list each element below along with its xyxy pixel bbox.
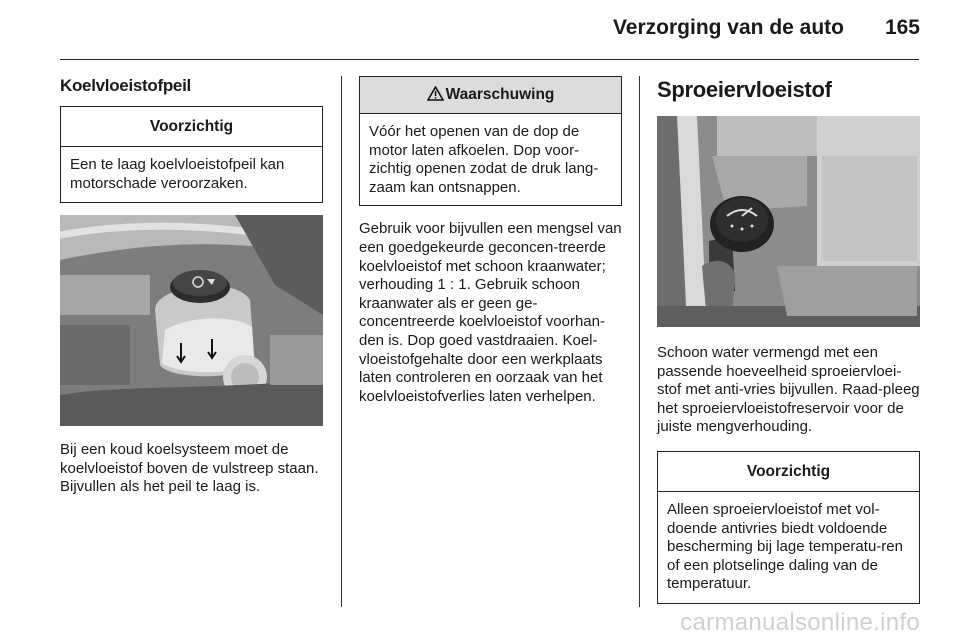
warning-box-heading-label: Waarschuwing	[445, 86, 555, 103]
page-number: 165	[884, 16, 920, 39]
section-title-washer: Sproeiervloeistof	[657, 77, 832, 102]
windscreen-washer-symbol-icon	[710, 196, 774, 252]
coolant-refill-paragraph: Gebruik voor bijvullen een mengsel van een goedgekeurde geconcen-treerde koelvloeistof met schoon kraanwater; verhouding 1 : 1. Gebruik schoon kraanwater als er geen ge-concentreerde koelvloeistof voorhan-den is. Dop goed vastdraaien. Koel-vloeistofgehalte door een werkplaats laten controleren en oorzaak van het koelvloeistofverlies laten verhelpen.	[359, 220, 622, 405]
column-coolant-warning	[359, 76, 622, 406]
column-divider-1	[341, 76, 342, 607]
coolant-level-paragraph: Bij een koud koelsysteem moet de koelvloeistof boven de vulstreep staan. Bijvullen als het peil te laag is.	[60, 441, 319, 496]
warning-box	[359, 76, 622, 206]
section-title-coolant: Koelvloeistofpeil	[60, 76, 191, 95]
column-washer-fluid	[657, 72, 920, 604]
washer-fluid-paragraph: Schoon water vermengd met een passende hoeveelheid sproeiervloei-stof met anti-vries bijvullen. Raad-pleeg het sproeiervloeistofreservoir voor de juiste mengverhouding.	[657, 344, 920, 436]
caution-box-washer	[657, 451, 920, 604]
caution-box-heading: Voorzichtig	[61, 107, 322, 147]
running-header-title: Verzorging van de auto	[612, 16, 844, 39]
header-rule	[60, 59, 919, 60]
caution-box-washer-text: Alleen sproeiervloeistof met vol-doende antivries biedt voldoende bescherming bij lage temperatu-ren of een plotselinge daling van de temperatuur.	[667, 500, 903, 593]
warning-triangle-icon	[427, 86, 444, 101]
caution-box-washer-heading: Voorzichtig	[658, 452, 919, 492]
warning-box-heading	[360, 77, 621, 114]
washer-reservoir-photo	[657, 116, 920, 327]
caution-box-text: Een te laag koelvloeistofpeil kan motorschade veroorzaken.	[70, 156, 285, 192]
coolant-reservoir-photo	[60, 215, 323, 426]
watermark-text: carmanualsonline.info	[680, 609, 920, 636]
caution-box-coolant	[60, 106, 323, 203]
coolant-cap-symbol-icon	[170, 270, 230, 303]
column-coolant-level	[60, 72, 323, 497]
column-divider-2	[639, 76, 640, 607]
warning-box-text: Vóór het openen van de dop de motor laten afkoelen. Dop voor-zichtig openen zodat de druk lang-zaam kan ontsnappen.	[369, 123, 599, 196]
